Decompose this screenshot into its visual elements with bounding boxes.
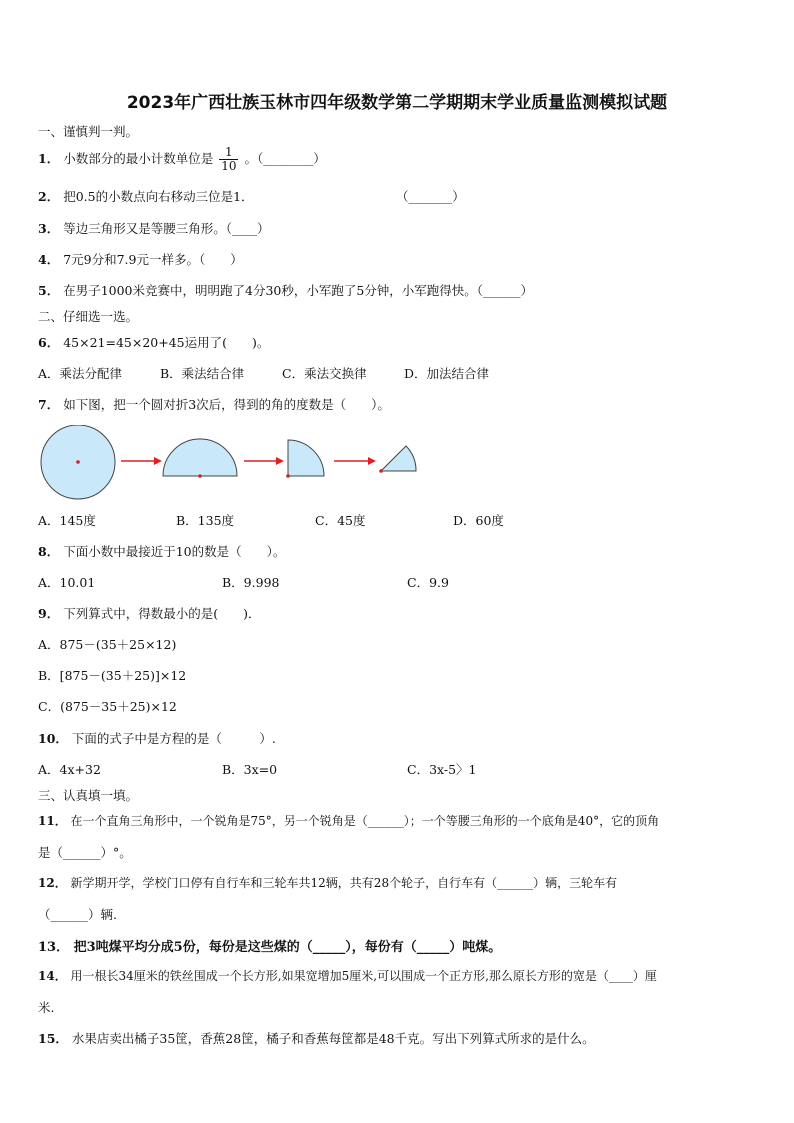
question-6 — [38, 333, 269, 351]
option-b[interactable]: B．3x=0 — [222, 762, 278, 777]
question-number: 15． — [38, 1031, 68, 1046]
question-text: 如下图，把一个圆对折3次后，得到的角的度数是（ ）。 — [63, 397, 390, 412]
fraction — [219, 146, 238, 173]
question-text-line-2: （______）辆. — [38, 907, 117, 922]
eighth-circle — [379, 446, 416, 473]
answer-blank: （_______） — [396, 189, 465, 204]
question-number: 2． — [38, 189, 60, 204]
option-a[interactable]: A．145度 — [38, 513, 96, 528]
option-a[interactable]: A．875－(35＋25×12) — [38, 637, 177, 652]
question-14-continued — [38, 998, 54, 1016]
answer-blank: 。（________） — [244, 151, 326, 166]
question-4 — [38, 250, 243, 268]
question-number: 12． — [38, 876, 67, 890]
circle-folding-figure — [38, 425, 428, 500]
question-text-line-1: 在一个直角三角形中，一个锐角是75°，另一个锐角是（______）；一个等腰三角形的一个底角是40°，它的顶角 — [70, 814, 660, 828]
question-number: 13． — [38, 940, 70, 955]
half-circle — [163, 439, 237, 478]
question-14 — [38, 967, 657, 984]
question-number: 9． — [38, 606, 60, 621]
question-11-continued — [38, 843, 132, 861]
fraction-numerator: 1 — [219, 146, 238, 160]
section-heading-3: 三、认真填一填。 — [38, 788, 139, 803]
question-3 — [38, 219, 269, 237]
option-b[interactable]: B．9.998 — [222, 575, 280, 590]
option-c[interactable]: C．(875－35＋25)×12 — [38, 699, 177, 714]
question-11 — [38, 812, 659, 829]
section-heading-1: 一、谨慎判一判。 — [38, 124, 139, 139]
question-number: 11． — [38, 814, 67, 828]
question-text: 水果店卖出橘子35筐，香蕉28筐，橘子和香蕉每筐都是48千克。写出下列算式所求的是什么。 — [71, 1031, 595, 1046]
question-9 — [38, 604, 260, 622]
question-2 — [38, 187, 465, 205]
quarter-circle — [286, 440, 324, 478]
question-12 — [38, 874, 617, 891]
question-text: 等边三角形又是等腰三角形。（____） — [63, 221, 270, 236]
page-title: 2023年广西壮族玉林市四年级数学第二学期期末学业质量监测模拟试题 — [126, 93, 668, 113]
question-13 — [38, 936, 501, 955]
question-number: 3． — [38, 221, 60, 236]
option-c[interactable]: C．乘法交换律 — [282, 366, 367, 381]
full-circle — [41, 425, 115, 499]
question-text: 7元9分和7.9元一样多。（ ） — [63, 252, 243, 267]
question-text: 小数部分的最小计数单位是 — [63, 151, 214, 166]
option-c[interactable]: C．45度 — [315, 513, 366, 528]
question-text: 下面小数中最接近于10的数是（ ）。 — [63, 544, 286, 559]
question-number: 7． — [38, 397, 60, 412]
question-number: 10． — [38, 731, 68, 746]
option-c[interactable]: C．3x-5〉1 — [407, 762, 477, 777]
question-number: 6． — [38, 335, 60, 350]
question-number: 8． — [38, 544, 60, 559]
question-text: 下面的式子中是方程的是（ ）. — [71, 731, 276, 746]
question-text: 下列算式中，得数最小的是( )． — [63, 606, 261, 621]
question-text: 45×21=45×20+45运用了( )。 — [63, 335, 270, 350]
arrow-2 — [244, 457, 284, 465]
question-8 — [38, 542, 285, 560]
question-text-line-1: 用一根长34厘米的铁丝围成一个长方形,如果宽增加5厘米,可以围成一个正方形,那么原长方形的宽是（____）厘 — [70, 969, 657, 983]
section-heading-2: 二、仔细选一选。 — [38, 309, 139, 324]
question-text-line-2: 米. — [38, 1000, 55, 1015]
question-number: 14． — [38, 969, 67, 983]
question-1 — [38, 146, 326, 173]
question-text: 把0.5的小数点向右移动三位是1． — [63, 189, 254, 204]
option-b[interactable]: B．135度 — [176, 513, 235, 528]
question-text: 把3吨煤平均分成5份，每份是这些煤的（_____），每份有（_____）吨煤。 — [73, 940, 502, 955]
fraction-denominator: 10 — [221, 159, 237, 173]
question-text-line-1: 新学期开学，学校门口停有自行车和三轮车共12辆，共有28个轮子，自行车有（______）辆，三轮车有 — [70, 876, 618, 890]
option-c[interactable]: C．9.9 — [407, 575, 449, 590]
question-text: 在男子1000米竞赛中，明明跑了4分30秒，小军跑了5分钟，小军跑得快。（______） — [63, 283, 534, 298]
question-text-line-2: 是（______）°。 — [38, 845, 132, 860]
question-7 — [38, 395, 390, 413]
option-a[interactable]: A．10.01 — [38, 575, 96, 590]
option-a[interactable]: A．乘法分配律 — [38, 366, 123, 381]
question-number: 4． — [38, 252, 60, 267]
option-a[interactable]: A．4x+32 — [38, 762, 101, 777]
option-b[interactable]: B．乘法结合律 — [160, 366, 245, 381]
question-number: 1． — [38, 151, 60, 166]
question-5 — [38, 281, 533, 299]
arrow-1 — [121, 457, 162, 465]
question-12-continued — [38, 905, 117, 923]
option-d[interactable]: D．加法结合律 — [404, 366, 490, 381]
option-d[interactable]: D．60度 — [453, 513, 504, 528]
question-15 — [38, 1029, 595, 1047]
question-number: 5． — [38, 283, 60, 298]
arrow-3 — [334, 457, 376, 465]
option-b[interactable]: B．[875－(35＋25)]×12 — [38, 668, 187, 683]
question-10 — [38, 729, 276, 747]
